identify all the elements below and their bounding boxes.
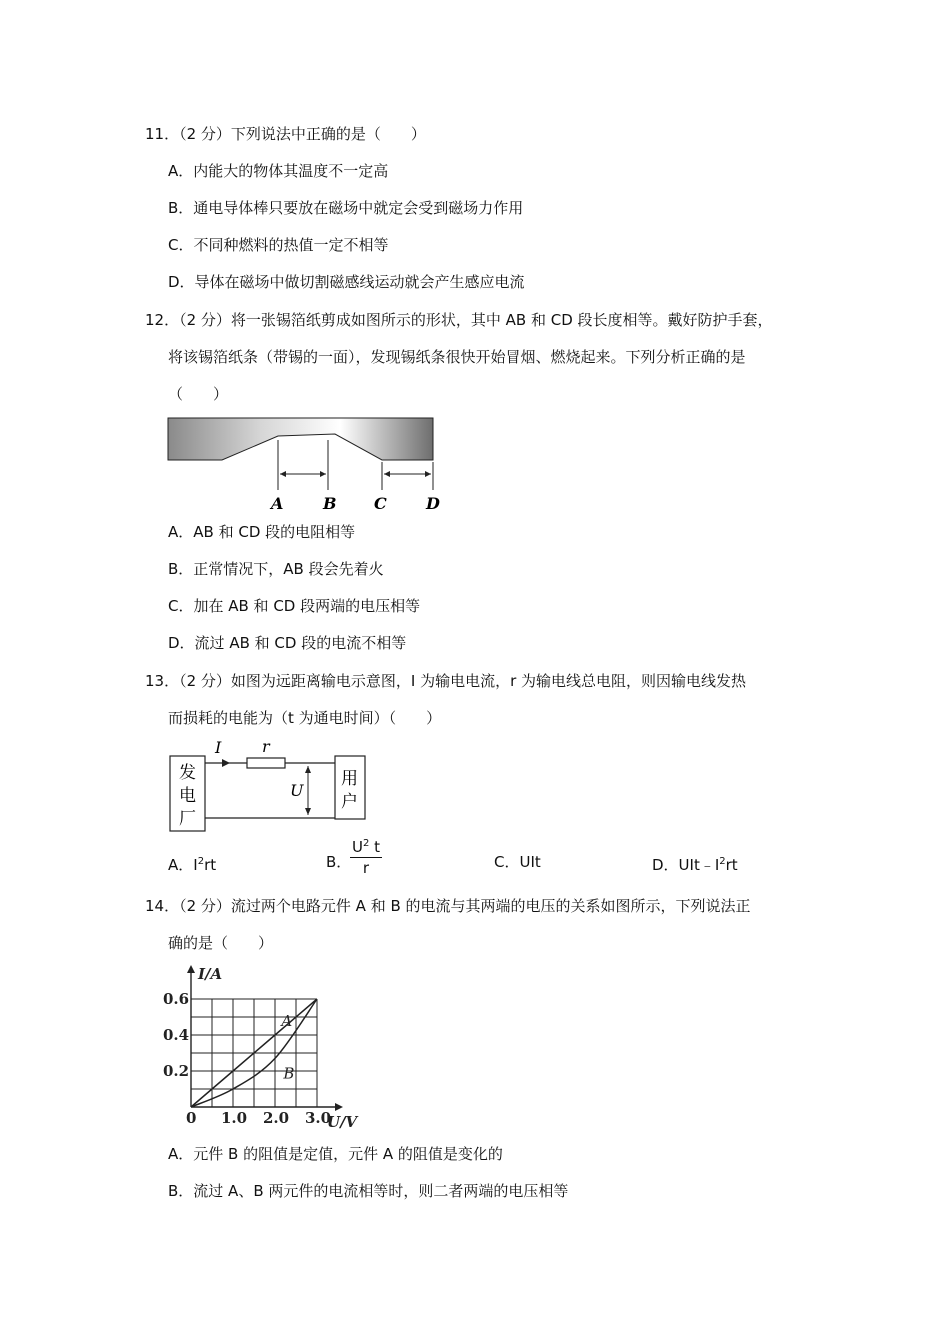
y-tick-label: 0.2 bbox=[163, 1062, 190, 1080]
user-char-2: 户 bbox=[341, 792, 358, 812]
q13-stem-line1: 13．（2 分）如图为远距离输电示意图，I 为输电电流，r 为输电线总电阻，则因输电线发热 bbox=[145, 672, 747, 690]
q13-stem-line2: 而损耗的电能为（t 为通电时间）（ ） bbox=[168, 709, 442, 727]
q14-stem-line1: 14．（2 分）流过两个电路元件 A 和 B 的电流与其两端的电压的关系如图所示，下列说法正 bbox=[145, 897, 751, 915]
y-tick-label: 0.4 bbox=[163, 1026, 190, 1044]
current-label: I bbox=[215, 738, 222, 757]
q12-stem-line3: （ ） bbox=[168, 385, 229, 403]
q13-option-a: A．$I^2rt$ bbox=[168, 856, 217, 874]
voltage-label: U bbox=[290, 781, 304, 800]
x-axis-arrow bbox=[335, 1103, 343, 1111]
transmission-circuit-figure bbox=[160, 733, 375, 838]
q11-option-c: C．不同种燃料的热值一定不相等 bbox=[168, 236, 389, 254]
plant-char-1: 发 bbox=[179, 763, 196, 783]
q14-stem-line2: 确的是（ ） bbox=[168, 934, 274, 952]
user-char-1: 用 bbox=[341, 769, 358, 789]
x-axis-label: U/V bbox=[327, 1113, 358, 1131]
plant-char-2: 电 bbox=[179, 786, 196, 806]
q13-option-b-fraction: $\frac{U^2 t}{r}$ bbox=[352, 838, 381, 877]
q12-option-c: C．加在 AB 和 CD 段两端的电压相等 bbox=[168, 597, 421, 615]
series-a-label: A bbox=[281, 1011, 293, 1030]
label-c: C bbox=[374, 494, 387, 513]
y-axis-arrow bbox=[187, 965, 195, 973]
tin-foil-figure bbox=[160, 410, 450, 520]
q12-option-b: B．正常情况下，AB 段会先着火 bbox=[168, 560, 384, 578]
q12-option-d: D．流过 AB 和 CD 段的电流不相等 bbox=[168, 634, 407, 652]
q13-option-d: D．$UIt﹣I^2rt$ bbox=[652, 856, 738, 874]
label-a: A bbox=[271, 494, 284, 513]
label-d: D bbox=[426, 494, 440, 513]
origin-label: 0 bbox=[186, 1109, 197, 1127]
y-axis-label: I/A bbox=[198, 965, 223, 983]
q12-option-a: A．AB 和 CD 段的电阻相等 bbox=[168, 523, 356, 541]
q13-option-c: C．UIt bbox=[494, 853, 541, 871]
q11-stem: 11．（2 分）下列说法中正确的是（ ） bbox=[145, 125, 426, 143]
label-b: B bbox=[323, 494, 337, 513]
resistance-label: r bbox=[262, 737, 270, 756]
x-tick-label: 1.0 bbox=[221, 1109, 248, 1127]
series-b-label: B bbox=[283, 1064, 295, 1083]
x-tick-label: 2.0 bbox=[263, 1109, 290, 1127]
iv-chart bbox=[155, 963, 375, 1133]
plant-char-3: 厂 bbox=[179, 809, 196, 829]
q13-option-b-prefix: B． bbox=[326, 853, 352, 871]
x-tick-label: 3.0 bbox=[305, 1109, 332, 1127]
q11-option-a: A．内能大的物体其温度不一定高 bbox=[168, 162, 389, 180]
q11-option-b: B．通电导体棒只要放在磁场中就定会受到磁场力作用 bbox=[168, 199, 524, 217]
q11-option-d: D．导体在磁场中做切割磁感线运动就会产生感应电流 bbox=[168, 273, 525, 291]
q12-stem-line2: 将该锡箔纸条（带锡的一面），发现锡纸条很快开始冒烟、燃烧起来。下列分析正确的是 bbox=[168, 348, 746, 366]
q12-stem-line1: 12．（2 分）将一张锡箔纸剪成如图所示的形状，其中 AB 和 CD 段长度相等。戴好防护手套， bbox=[145, 311, 773, 329]
y-tick-label: 0.6 bbox=[163, 990, 190, 1008]
q14-option-a: A．元件 B 的阻值是定值，元件 A 的阻值是变化的 bbox=[168, 1145, 503, 1163]
q14-option-b: B．流过 A、B 两元件的电流相等时，则二者两端的电压相等 bbox=[168, 1182, 569, 1200]
